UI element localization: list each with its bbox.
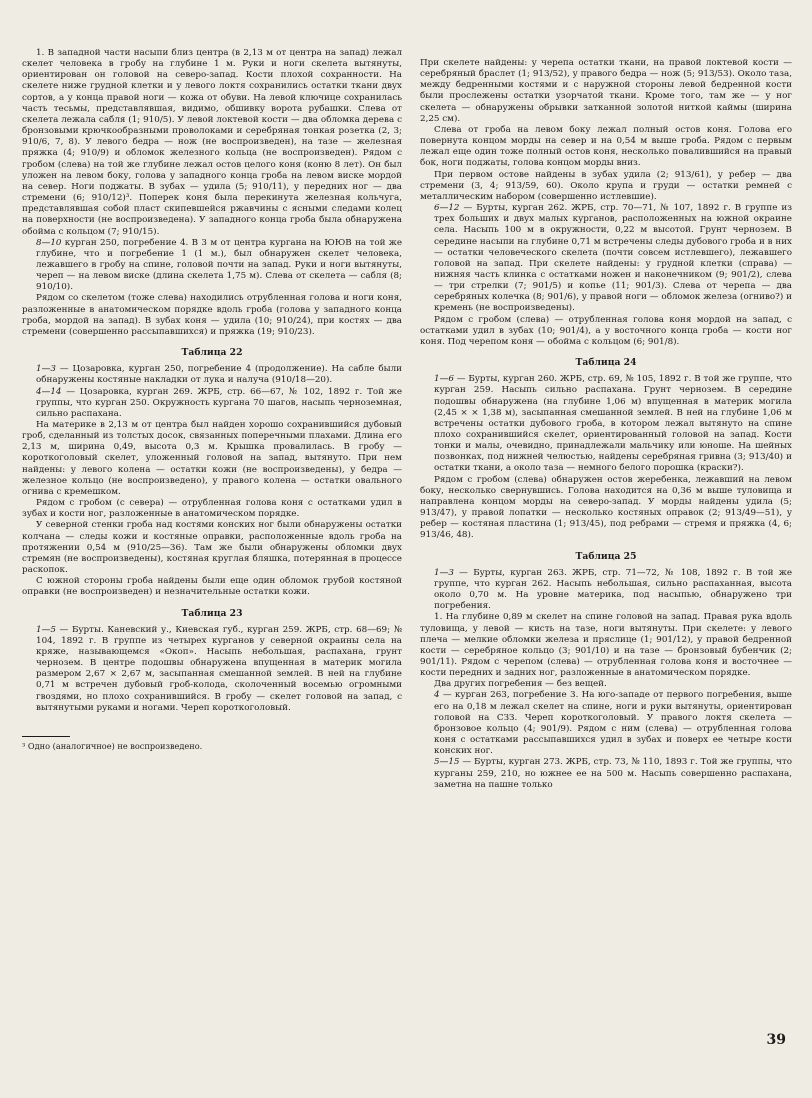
catalog-entry <box>420 374 792 474</box>
paragraph: Рядом с гробом (слева) — отрубленная голова коня мордой на запад, с остатками удил в зубах (10; 901/4), а у восточного конца гроба — кости ног коня. Под черепом коня — обойма с кольцом (6; 901/8). <box>420 314 792 347</box>
paragraph: Рядом с гробом (слева) обнаружен остов жеребенка, лежавший на левом боку, несколько свернувшись. Голова находится на 0,36 м выше туловища и направлена концом морды на северо-запад. У морды найдены удила (5; 913/47), у правой лопатки — несколько костяных оправок (2; 913/49—51), у ребер — костяная пластина (1; 913/45), под ребрами — стремя и пряжка (4, 6; 913/46, 48). <box>420 474 792 541</box>
table-heading: Таблица 23 <box>181 607 243 619</box>
paragraph: При скелете найдены: у черепа остатки ткани, на правой локтевой кости — серебряный браслет (1; 913/52), у правого бедра — нож (5; 913/53). Около таза, между бедренными костями и с наружной стороны левой бедренной кости были прослежены остатки узорчатой ткани. Кроме того, там же — у ног скелета — обнаружены обрывки затканной золотой ниткой каймы (ширина 2,25 см). <box>420 58 792 124</box>
table-heading: Таблица 25 <box>575 550 637 562</box>
paragraph: 1. На глубине 0,89 м скелет на спине головой на запад. Правая рука вдоль туловища, у левой — кисть на тазе, ноги вытянуты. При скелете: у левого плеча — мелкие обломки железа и пряслице (1; 901/12), у правой бедренной кости — серебряное кольцо (3; 901/10) и на тазе — бронзовый бубенчик (2; 901/11). Рядом с черепом (слева) — отрубленная голова коня и восточнее — кости передних и задних ног, разложенные в анатомическом порядке. <box>420 612 792 679</box>
entry-text: — Бурты. Каневский у., Киевская губ., курган 259. ЖРБ, стр. 68—69; № 104, 1892 г. В группе из четырех курганов у северной окраины села на кряже, называющемся «Окоп». Насыпь небольшая, распахана, грунт чернозем. В центре подошвы обнаружена впущенная в материк могила размером 2,67 × 2,67 м, засыпанная смешанной землей. В ней на глубине 0,71 м встречен дубовый гроб-колода, сколоченный восемью огромными гвоздями, но плохо сохранившийся. В гробу — скелет головой на запад, с вытянутыми руками и ногами. Череп короткоголовый. <box>36 624 402 713</box>
paragraph: При первом остове найдены в зубах удила (2; 913/61), у ребер — два стремени (3, 4; 913/59, 60). Около крупа и груди — остатки ремней с металлическим набором (совершенно истлевшие). <box>420 169 792 202</box>
left-column <box>22 48 402 752</box>
table-heading: Таблица 24 <box>575 357 637 369</box>
entry-text: курган 250, погребение 4. В 3 м от центра кургана на ЮЮВ на той же глубине, что и погребение 1 (1 м.), был обнаружен скелет человека, лежавшего в гробу на спине, головой почти на запад. Руки и ноги вытянуты, череп — на левом виске (длина скелета 1,75 м). Слева от скелета — сабля (8; 910/10). <box>36 237 402 293</box>
catalog-entry <box>22 238 402 294</box>
paragraph: На материке в 2,13 м от центра был найден хорошо сохранившийся дубовый гроб, сделанный из толстых досок, связанных поперечными плахами. Длина его 2,13 м, ширина 0,49, высота 0,3 м. Крышка провалилась. В гробу — короткоголовый скелет, уложенный головой на запад, вытянуто. При нем найдены: у левого колена — остатки кожи (не воспроизведены), у бедра — железное кольцо (не воспроизведено), у правого колена — остатки овального огнива с кремешком. <box>22 420 402 497</box>
paragraph: Рядом с гробом (с севера) — отрубленная голова коня с остатками удил в зубах и кости ног, разложенные в анатомическом порядке. <box>22 498 402 520</box>
entry-text: — Бурты, курган 262. ЖРБ, стр. 70—71, № 107, 1892 г. В группе из трех больших и двух малых курганов, расположенных на южной окраине села. Насыпь 100 м в окружности, 0,22 м высотой. Грунт чернозем. В середине насыпи на глубине 0,71 м встречены следы дубового гроба и в них — остатки человеческого скелета (почти совсем истлевшего), лежавшего головой на запад. При скелете найдены: у грудной клетки (справа) — нижняя часть клинка с остатками ножен и наконечником (9; 901/2), слева — три стрелки (7; 901/5) и копье (11; 901/3). Слева от черепа — два серебряных колечка (8; 901/6), у правой ноги — обломок железа (огниво?) и кремень (не воспроизведены). <box>434 203 792 314</box>
entry-text: — Бурты, курган 273. ЖРБ, стр. 73, № 110, 1893 г. Той же группы, что курганы 259, 210, но южнее ее на 500 м. Насыпь совершенно распахана, заметна на пашне только <box>434 757 792 790</box>
paragraph: Рядом со скелетом (тоже слева) находились отрубленная голова и ноги коня, разложенные в анатомическом порядке вдоль гроба (голова у западного конца гроба, мордой на запад). В зубах коня — удила (10; 910/24), при костях — два стремени (совершенно рассыпавшихся) и пряжка (19; 910/23). <box>22 293 402 337</box>
footnote: ³ Одно (аналогичное) не воспроизведено. <box>22 740 203 751</box>
catalog-entry <box>420 203 792 315</box>
entry-text: — Цозаровка, курган 269. ЖРБ, стр. 66—67, № 102, 1892 г. Той же группы, что курган 250. Окружность кургана 70 шагов, насыпь черноземная, сильно распахана. <box>36 386 402 419</box>
paragraph: 1. В западной части насыпи близ центра (в 2,13 м от центра на запад) лежал скелет человека в гробу на глубине 1 м. Руки и ноги скелета вытянуты, ориентирован он головой на северо-запад. Кости плохой сохранности. На скелете ниже грудной клетки и у левого локтя сохранились остатки ткани двух сортов, а у конца правой ноги — кожа от обуви. На левой ключице сохранилась часть тесьмы, представлявшая, видимо, обшивку ворота рубашки. Слева от скелета лежала сабля (1; 910/5). У левой локтевой кости — два обломка дерева с бронзовыми крючкообразными проволоками и серебряная тонкая розетка (2, 3; 910/6, 7, 8). У левого бедра — нож (не воспроизведен), на тазе — железная пряжка (4; 910/9) и обломок железного кольца (не воспроизведен). Рядом с гробом (слева) на той же глубине лежал остов целого коня (коню 8 лет). Он был уложен на левом боку, голова у западного конца гроба на левом виске мордой на север. Ноги поджаты. В зубах — удила (5; 910/11), у передних ног — два стремени (6; 910/12)³. Поперек коня была перекинута железная кольчуга, представлявшая собой пласт скипевшейся ржавчины с ясными следами колец на поверхности (не воспроизведена). У западного конца гроба была обнаружена обойма с кольцом (7; 910/15). <box>22 48 402 237</box>
paragraph: С южной стороны гроба найдены были еще один обломок грубой костяной оправки (не воспроизведен) и незначительные остатки кожи. <box>22 576 402 598</box>
paragraph: Два других погребения — без вещей. <box>434 679 607 690</box>
paragraph: Слева от гроба на левом боку лежал полный остов коня. Голова его повернута концом морды на север и на 0,54 м выше гроба. Рядом с первым лежал еще один тоже полный остов коня, несколько повалившийся на правый бок, ноги поджаты, голова концом морды вниз. <box>420 124 792 169</box>
right-column <box>420 58 792 791</box>
catalog-entry <box>22 364 402 386</box>
entry-text: — Бурты, курган 263. ЖРБ, стр. 71—72, № 108, 1892 г. В той же группе, что курган 262. Насыпь небольшая, сильно распаханная, высота около 0,70 м. На уровне материка, под насыпью, обнаружено три погребения. <box>434 567 792 612</box>
catalog-entry <box>420 690 792 757</box>
paragraph: У северной стенки гроба над костями конских ног были обнаружены остатки колчана — следы кожи и костяные оправки, расположенные вдоль гроба на протяжении 0,54 м (910/25—36). Там же были обнаружены обломки двух стремян (не воспроизведены), костяная круглая бляшка, потерянная в процессе раскопок. <box>22 520 402 576</box>
entry-number: 8—10 <box>36 237 62 248</box>
catalog-entry <box>22 387 402 420</box>
footnote-rule <box>22 736 70 737</box>
catalog-entry <box>420 757 792 790</box>
page-number: 39 <box>766 1032 786 1048</box>
entry-number: 1—3 <box>36 364 56 375</box>
table-heading: Таблица 22 <box>181 347 243 359</box>
catalog-entry <box>420 568 792 613</box>
entry-number: 1—3 <box>434 567 454 578</box>
entry-number: 5—15 <box>434 757 460 768</box>
entry-number: 1—5 <box>36 624 56 635</box>
entry-number: 4—14 <box>36 386 62 397</box>
entry-number: 4 <box>434 690 440 701</box>
entry-text: — Цозаровка, курган 250, погребение 4 (продолжение). На сабле были обнаружены костяные накладки от лука и налуча (910/18—20). <box>36 364 402 386</box>
entry-text: — Бурты, курган 260. ЖРБ, стр. 69, № 105, 1892 г. В той же группе, что курган 259. Насыпь сильно распахана. Грунт чернозем. В середине подошвы обнаружена (на глубине 1,06 м) впущенная в материк могила (2,45 × × 1,38 м), засыпанная смешанной землей. В ней на глубине 1,06 м встречены остатки дубового гроба, в котором лежал вытянуто на спине плохо сохранившийся скелет, ориентированный головой на запад. Кости тонки и малы, очевидно, принадлежали мальчику или юноше. На шейных позвонках, под нижней челюстью, найдены серебряная гривна (3; 913/40) и остатки ткани, а около таза — немного белого порошка (краски?). <box>434 374 792 474</box>
entry-number: 6—12 <box>434 203 460 214</box>
entry-number: 1—6 <box>434 374 454 385</box>
entry-text: — курган 263, погребение 3. На юго-западе от первого погребения, выше его на 0,18 м лежал скелет на спине, ноги и руки вытянуты, ориентирован головой на СЗЗ. Череп короткоголовый. У правого локтя скелета — бронзовое кольцо (4; 901/9). Рядом с ним (слева) — отрубленная голова коня с остатками рассыпавшихся удил в зубах и поверх ее четыре кости конских ног. <box>434 690 792 757</box>
catalog-entry <box>22 625 402 714</box>
